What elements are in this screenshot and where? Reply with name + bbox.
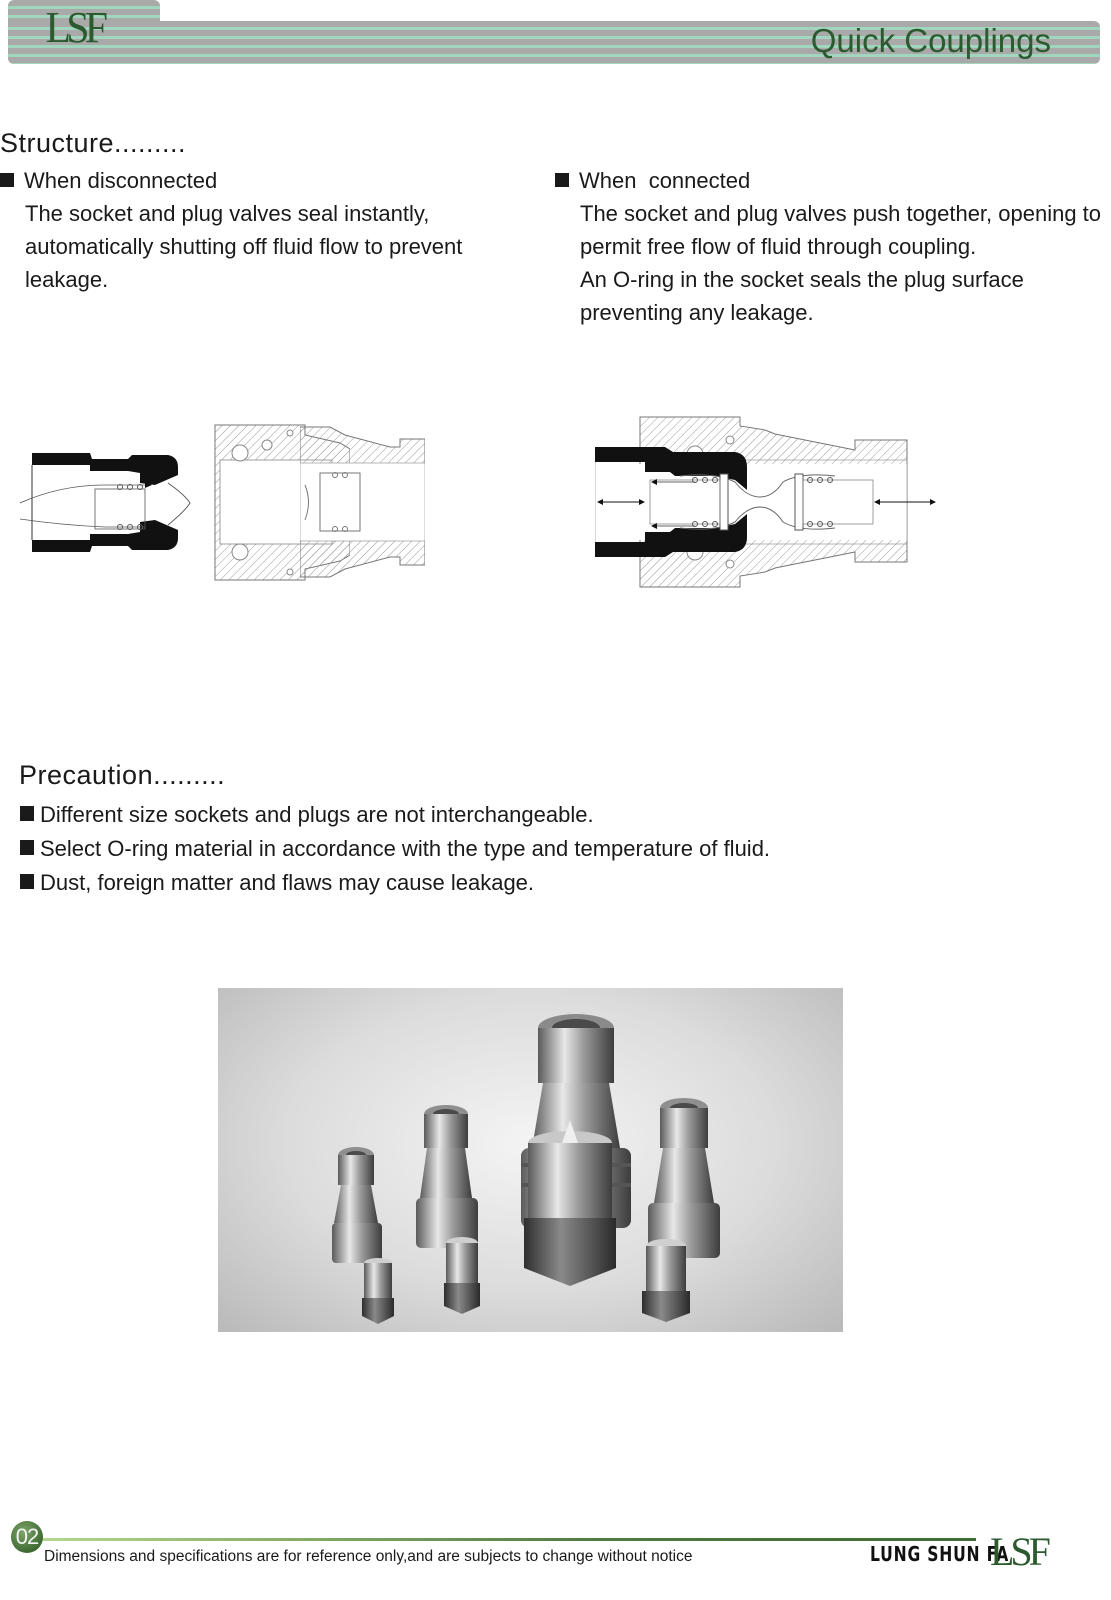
precaution-list — [20, 798, 770, 900]
medium-socket-right — [648, 1098, 720, 1258]
page-header — [0, 0, 1111, 70]
bullet-square-icon — [20, 874, 34, 889]
disconnected-diagram-socket-end — [300, 415, 425, 590]
precaution-heading: Precaution......... — [19, 760, 226, 790]
disconnected-block — [0, 164, 545, 296]
structure-heading: Structure......... — [0, 128, 187, 158]
page-number-badge: 02 — [11, 1521, 43, 1553]
bullet-square-icon — [20, 806, 34, 821]
footer-disclaimer: Dimensions and specifications are for reference only,and are subjects to change without notice — [44, 1548, 693, 1565]
footer-brand-name: LUNG SHUN FA — [870, 1542, 1010, 1566]
connected-body-2: An O-ring in the socket seals the plug surface preventing any leakage. — [580, 267, 1024, 325]
couplings-illustration — [218, 988, 843, 1332]
connected-body-1: The socket and plug valves push together, opening to permit free flow of fluid through coupling. — [580, 201, 1102, 259]
footer-divider — [28, 1538, 976, 1541]
plug-body — [20, 453, 190, 552]
precaution-item: Select O-ring material in accordance with the type and temperature of fluid. — [20, 832, 770, 866]
medium-plug-right — [642, 1239, 690, 1322]
bullet-square-icon — [555, 173, 569, 187]
connected-diagram — [595, 412, 940, 592]
large-plug — [524, 1120, 616, 1286]
precaution-item: Dust, foreign matter and flaws may cause leakage. — [20, 866, 770, 900]
page-title: Quick Couplings — [810, 22, 1051, 59]
medium-socket-left — [416, 1105, 478, 1248]
small-socket-left — [332, 1147, 382, 1263]
medium-plug-left — [444, 1237, 480, 1314]
product-photo — [218, 988, 843, 1332]
lsf-logo: LSF — [45, 3, 104, 52]
bullet-square-icon — [20, 840, 34, 855]
small-plug-left — [362, 1258, 394, 1324]
disconnected-title: When disconnected — [0, 164, 545, 197]
connected-block — [555, 164, 1111, 329]
connected-title: When connected — [555, 164, 1111, 197]
footer-lsf-logo: LSF — [990, 1529, 1047, 1574]
bullet-square-icon — [0, 173, 14, 187]
disconnected-body: The socket and plug valves seal instantly, automatically shutting off fluid flow to prevent leakage. — [25, 201, 463, 292]
precaution-item: Different size sockets and plugs are not interchangeable. — [20, 798, 770, 832]
